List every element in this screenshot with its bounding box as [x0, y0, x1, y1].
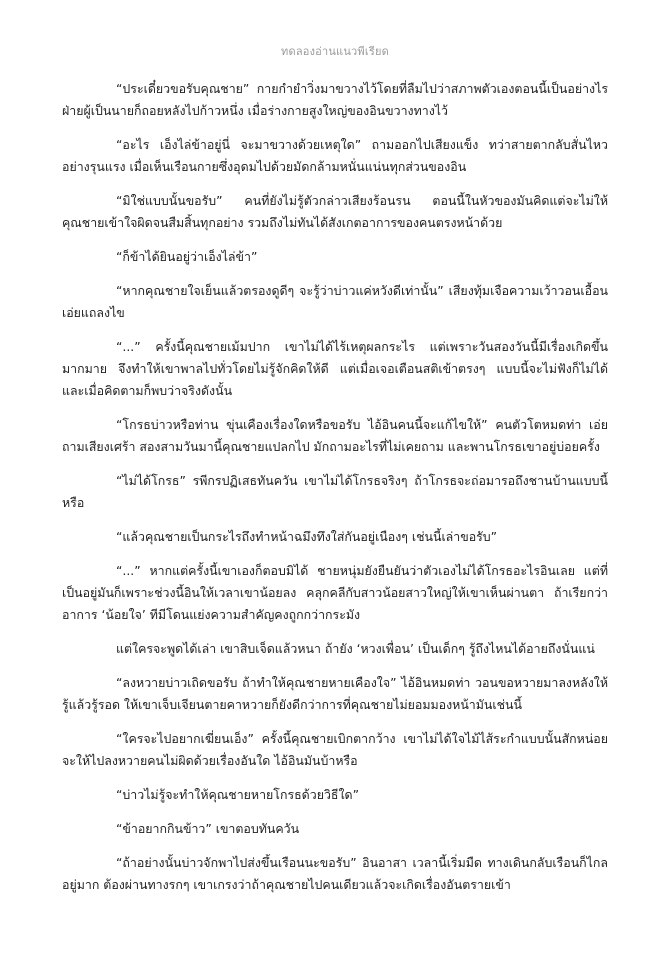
paragraph: “ก็ข้าได้ยินอยู่ว่าเอ็งไล่ข้า” [116, 249, 258, 264]
page-header: ทดลองอ่านแนวพีเรียด [281, 45, 389, 58]
paragraph: “มิใช่แบบนั้นขอรับ” คนที่ยังไม่รู้ตัวกล่าวเสียงร้อนรน ตอนนี้ในหัวของมันคิดแต่จะไม่ให้คุณชายเข้าใจผิดจนสืมสิ้นทุกอย่าง รวมถึงไม่ทันได้สังเกตอาการของคนตรงหน้าด้วย [62, 193, 608, 230]
paragraph: “อะไร เอ็งไล่ข้าอยู่นี่ จะมาขวางด้วยเหตุใด” ถามออกไปเสียงแข็ง ทว่าสายตากลับสั่นไหวอย่างรุนแรง เมื่อเห็นเรือนกายซึ่งอุดมไปด้วยมัดกล้ามหนั่นแน่นทุกส่วนของอิน [62, 137, 608, 174]
paragraph: “แล้วคุณชายเป็นกระไรถึงทำหน้าฉมึงทึงใส่กันอยู่เนืองๆ เช่นนี้เล่าขอรับ” [116, 529, 498, 544]
paragraph: แต่ใครจะพูดได้เล่า เขาสิบเจ็ดแล้วหนา ถ้ายัง ‘หวงเพื่อน’ เป็นเด็กๆ รู้ถึงไหนได้อายถึงนั่นแน่ [116, 641, 595, 656]
paragraph: “บ่าวไม่รู้จะทำให้คุณชายหายโกรธด้วยวิธีใด” [116, 787, 359, 802]
paragraph: “ไม่ได้โกรธ” รพีกรปฏิเสธทันควัน เขาไม่ได้โกรธจริงๆ ถ้าโกรธจะถ่อมารอถึงชานบ้านแบบนี้หรือ [62, 473, 608, 510]
paragraph: “ถ้าอย่างนั้นบ่าวจักพาไปส่งขึ้นเรือนนะขอรับ” อินอาสา เวลานี้เริ่มมืด ทางเดินกลับเรือนก็ไกลอยู่มาก ต้องผ่านทางรกๆ เขาเกรงว่าถ้าคุณชายไปคนเดียวแล้วจะเกิดเรื่องอันตรายเข้า [62, 855, 608, 892]
paragraph: “โกรธบ่าวหรือท่าน ขุ่นเคืองเรื่องใดหรือขอรับ ไอ้อินคนนี้จะแก้ไขให้” คนตัวโตหมดท่า เอ่ยถามเสียงเศร้า สองสามวันมานี้คุณชายแปลกไป มักถามอะไรที่ไม่เคยถาม และพานโกรธเขาอยู่บ่อยครั้ง [62, 417, 608, 454]
paragraph: “...” หากแต่ครั้งนี้เขาเองก็ตอบมิได้ ชายหนุ่มยังยืนยันว่าตัวเองไม่ได้โกรธอะไรอินเลย แต่ที่เป็นอยู่มันก็เพราะช่วงนี้อินให้เวลาเขาน้อยลง คลุกคลีกับสาวน้อยสาวใหญ่ให้เขาเห็นผ่านตา ถ้าเรียกว่าอาการ ‘น้อยใจ’ ทีมีโดนแย่งความสำคัญคงถูกกว่ากระมัง [62, 563, 608, 622]
paragraph: “หากคุณชายใจเย็นแล้วตรองดูดีๆ จะรู้ว่าบ่าวแค่หวังดีเท่านั้น” เสียงทุ้มเจือความเว้าวอนเอื้อนเอ่ยแถลงไข [62, 283, 608, 320]
paragraph: “ประเดี๋ยวขอรับคุณชาย” กายกำยำวิ่งมาขวางไว้โดยที่ลืมไปว่าสภาพตัวเองตอนนี้เป็นอย่างไร ฝ่ายผู้เป็นนายก็ถอยหลังไปก้าวหนึ่ง เมื่อร่างกายสูงใหญ่ของอินขวางทางไว้ [62, 81, 608, 118]
document-body [62, 78, 608, 896]
paragraph: “ลงหวายบ่าวเถิดขอรับ ถ้าทำให้คุณชายหายเคืองใจ” ไอ้อินหมดท่า วอนขอหวายมาลงหลังให้รู้แล้วรู้รอด ให้เขาเจ็บเจียนตายคาหวายก็ยังดีกว่าการที่คุณชายไม่ยอมมองหน้ามันเช่นนี้ [62, 675, 608, 712]
paragraph: “ข้าอยากกินข้าว” เขาตอบทันควัน [116, 821, 300, 836]
paragraph: “ใครจะไปอยากเฆี่ยนเอ็ง” ครั้งนี้คุณชายเบิกตากว้าง เขาไม่ได้ใจไม้ไส้ระกำแบบนั้นสักหน่อย จะให้ไปลงหวายคนไม่ผิดด้วยเรื่องอันใด ไอ้อินมันบ้าหรือ [62, 731, 608, 768]
paragraph: “...” ครั้งนี้คุณชายเม้มปาก เขาไม่ได้ไร้เหตุผลกระไร แต่เพราะวันสองวันนี้มีเรื่องเกิดขึ้นมากมาย จึงทำให้เขาพาลไปทั่วโดยไม่รู้จักคิดให้ดี แต่เมื่อเจอเตือนสติเข้าตรงๆ แบบนี้จะไม่ฟังก็ไม่ได้ และเมื่อคิดตามก็พบว่าจริงดังนั้น [62, 339, 608, 398]
